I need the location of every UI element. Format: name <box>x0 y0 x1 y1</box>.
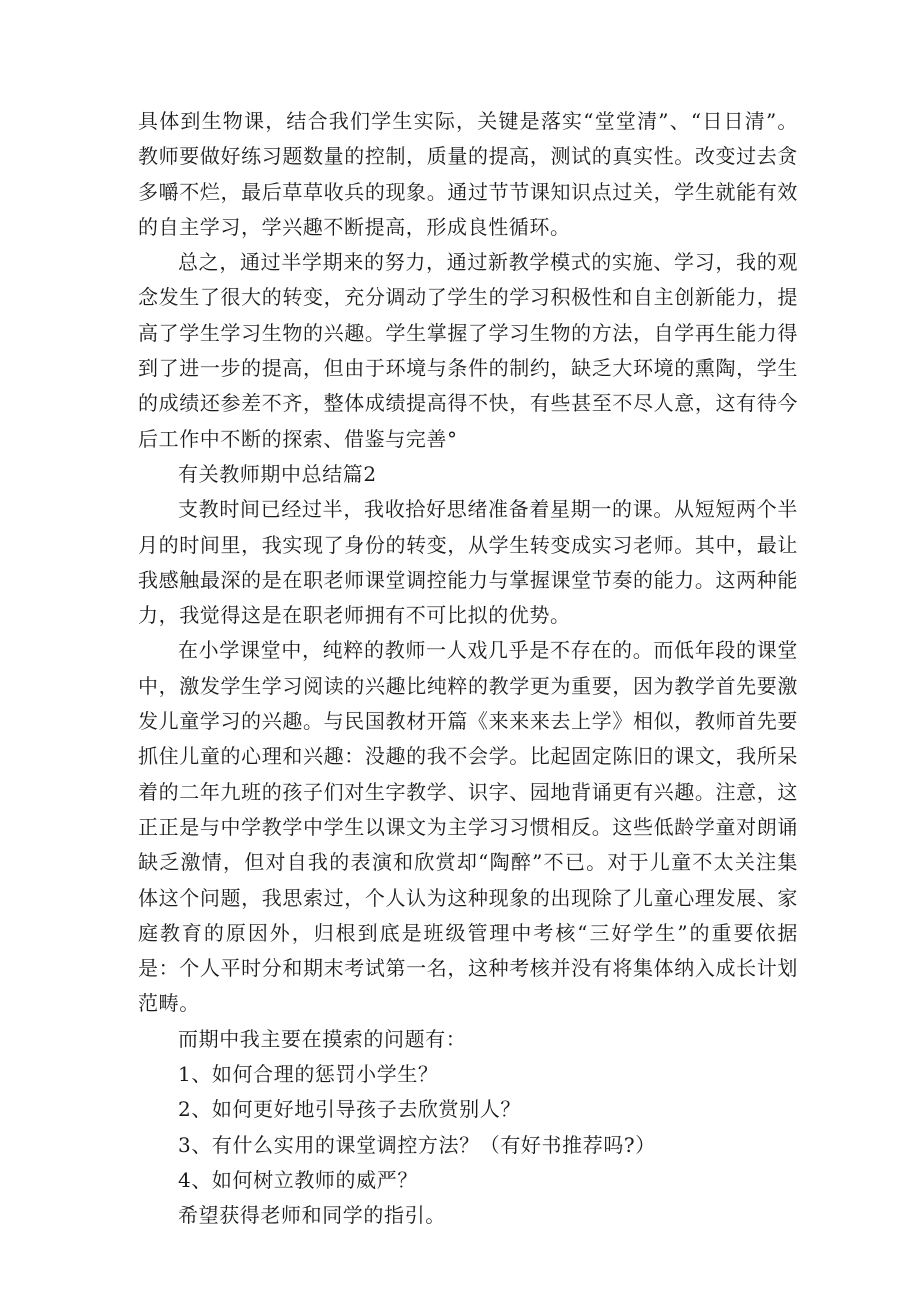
question-item-2: 2、如何更好地引导孩子去欣赏别人？ <box>178 1097 521 1122</box>
paragraph-closing: 希望获得老师和同学的指引。 <box>178 1203 446 1228</box>
question-item-1: 1、如何合理的惩罚小学生？ <box>178 1062 439 1087</box>
question-item-3: 3、有什么实用的课堂调控方法？（有好书推荐吗?） <box>178 1132 656 1157</box>
paragraph-summary: 总之，通过半学期来的努力，通过新教学模式的实施、学习，我的观念发生了很大的转变，充分调动了学生的学习积极性和自主创新能力，提高了学生学习生物的兴趣。学生掌握了学习生物的方法，自学再生能力得到了进一步的提高，但由于环境与条件的制约，缺乏大环境的熏陶，学生的成绩还参差不齐，整体成绩提高得不快，有些甚至不尽人意，这有待今后工作中不断的探索、借鉴与完善° <box>138 250 798 451</box>
paragraph-primary-classroom: 在小学课堂中，纯粹的教师一人戏几乎是不存在的。而低年段的课堂中，激发学生学习阅读的兴趣比纯粹的教学更为重要，因为教学首先要激发儿童学习的兴趣。与民国教材开篇《来来来去上学》相似，教师首先要抓住儿童的心理和兴趣：没趣的我不会学。比起固定陈旧的课文，我所呆着的二年九班的孩子们对生字教学、识字、园地背诵更有兴趣。注意，这正正是与中学教学中学生以课文为主学习习惯相反。这些低龄学童对朗诵缺乏激情，但对自我的表演和欣赏却“陶醉”不已。对于儿童不太关注集体这个问题，我思索过，个人认为这种现象的出现除了儿童心理发展、家庭教育的原因外，归根到底是班级管理中考核“三好学生”的重要依据是：个人平时分和期末考试第一名，这种考核并没有将集体纳入成长计划范畴。 <box>138 638 798 1016</box>
paragraph-biology-class: 具体到生物课，结合我们学生实际，关键是落实“堂堂清”、“日日清”。教师要做好练习题数量的控制，质量的提高，测试的真实性。改变过去贪多嚼不烂，最后草草收兵的现象。通过节节课知识点过关，学生就能有效的自主学习，学兴趣不断提高，形成良性循环。 <box>138 109 798 239</box>
paragraph-questions-intro: 而期中我主要在摸索的问题有： <box>178 1026 467 1051</box>
section-heading: 有关教师期中总结篇2 <box>178 461 377 486</box>
paragraph-teaching-support: 支教时间已经过半，我收拾好思绪准备着星期一的课。从短短两个半月的时间里，我实现了身份的转变，从学生转变成实习老师。其中，最让我感触最深的是在职老师课堂调控能力与掌握课堂节奏的能力。这两种能力，我觉得这是在职老师拥有不可比拟的优势。 <box>138 497 798 628</box>
document-body <box>138 104 798 1234</box>
question-item-4: 4、如何树立教师的威严？ <box>178 1167 418 1192</box>
